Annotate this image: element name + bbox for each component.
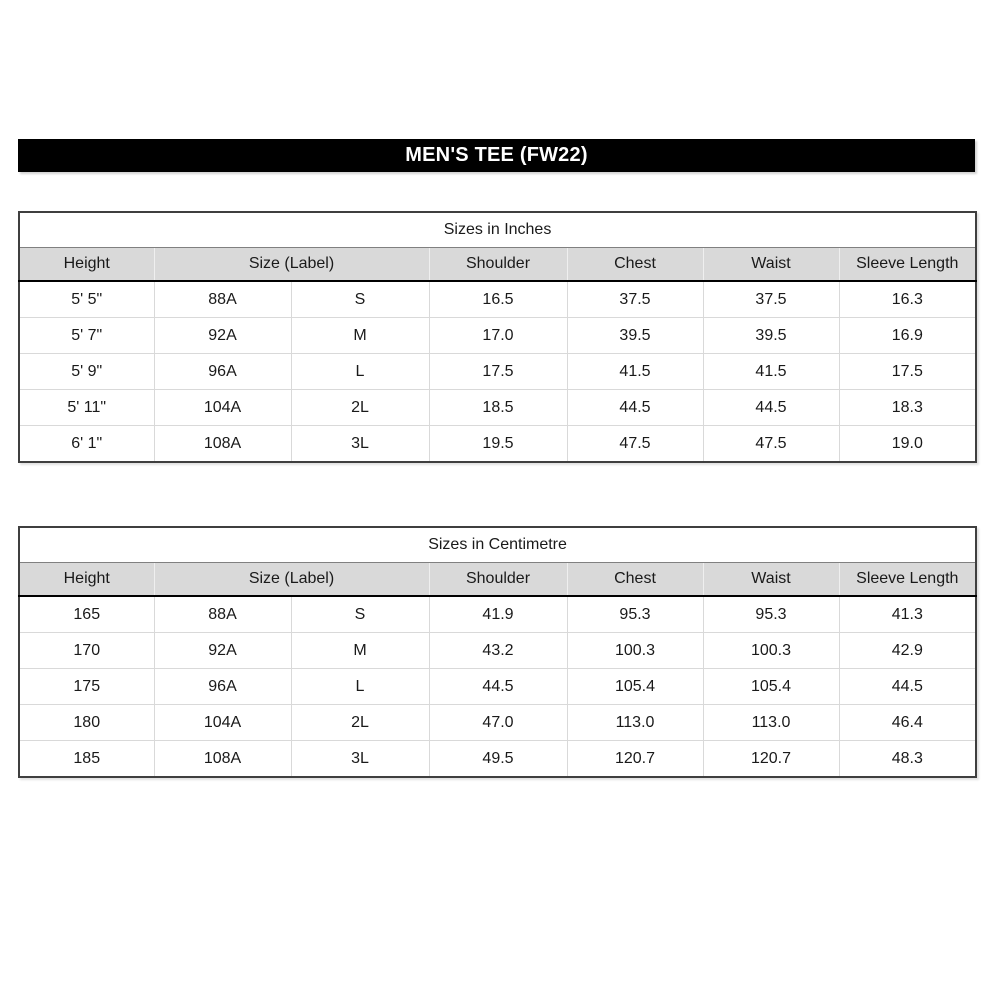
table-row	[19, 281, 976, 318]
column-header-size-label: Size (Label)	[154, 248, 429, 282]
cell-height: 175	[19, 669, 154, 705]
table-row	[19, 633, 976, 669]
table-row	[19, 669, 976, 705]
cell-size-label: 2L	[291, 705, 429, 741]
cell-shoulder: 41.9	[429, 596, 567, 633]
title-banner-text: MEN'S TEE (FW22)	[405, 144, 588, 166]
column-header-shoulder: Shoulder	[429, 248, 567, 282]
cell-size-label: 2L	[291, 390, 429, 426]
table-title: Sizes in Inches	[19, 212, 976, 248]
column-header-waist: Waist	[703, 563, 839, 597]
table-row	[19, 741, 976, 778]
cell-waist: 105.4	[703, 669, 839, 705]
cell-height: 5' 5"	[19, 281, 154, 318]
cell-chest: 41.5	[567, 354, 703, 390]
cell-size-code: 88A	[154, 596, 291, 633]
cell-size-label: L	[291, 669, 429, 705]
cell-size-label: 3L	[291, 426, 429, 463]
table-row	[19, 426, 976, 463]
cell-shoulder: 18.5	[429, 390, 567, 426]
cell-sleeve-length: 42.9	[839, 633, 976, 669]
cell-chest: 105.4	[567, 669, 703, 705]
cell-size-code: 96A	[154, 354, 291, 390]
cell-size-code: 108A	[154, 741, 291, 778]
cell-waist: 100.3	[703, 633, 839, 669]
cell-chest: 120.7	[567, 741, 703, 778]
table-row	[19, 354, 976, 390]
cell-height: 165	[19, 596, 154, 633]
cell-size-label: M	[291, 318, 429, 354]
column-header-shoulder: Shoulder	[429, 563, 567, 597]
cell-sleeve-length: 46.4	[839, 705, 976, 741]
cell-size-code: 92A	[154, 318, 291, 354]
cell-waist: 44.5	[703, 390, 839, 426]
cell-sleeve-length: 16.3	[839, 281, 976, 318]
cell-chest: 44.5	[567, 390, 703, 426]
cell-waist: 47.5	[703, 426, 839, 463]
cell-chest: 47.5	[567, 426, 703, 463]
cell-sleeve-length: 16.9	[839, 318, 976, 354]
column-header-waist: Waist	[703, 248, 839, 282]
cell-chest: 113.0	[567, 705, 703, 741]
cell-shoulder: 17.0	[429, 318, 567, 354]
cell-size-label: 3L	[291, 741, 429, 778]
size-table-centimetre	[18, 526, 977, 778]
cell-height: 5' 9"	[19, 354, 154, 390]
cell-chest: 100.3	[567, 633, 703, 669]
cell-shoulder: 47.0	[429, 705, 567, 741]
table-header-row	[19, 248, 976, 282]
column-header-chest: Chest	[567, 248, 703, 282]
table-row	[19, 390, 976, 426]
cell-waist: 41.5	[703, 354, 839, 390]
cell-shoulder: 19.5	[429, 426, 567, 463]
column-header-chest: Chest	[567, 563, 703, 597]
cell-size-code: 88A	[154, 281, 291, 318]
cell-shoulder: 43.2	[429, 633, 567, 669]
cell-waist: 95.3	[703, 596, 839, 633]
column-header-size-label: Size (Label)	[154, 563, 429, 597]
column-header-sleeve-length: Sleeve Length	[839, 563, 976, 597]
title-banner	[18, 139, 975, 172]
cell-size-code: 104A	[154, 705, 291, 741]
column-header-height: Height	[19, 248, 154, 282]
cell-size-code: 104A	[154, 390, 291, 426]
cell-waist: 120.7	[703, 741, 839, 778]
table-title-row	[19, 527, 976, 563]
cell-chest: 37.5	[567, 281, 703, 318]
cell-size-label: S	[291, 281, 429, 318]
column-header-sleeve-length: Sleeve Length	[839, 248, 976, 282]
cell-waist: 113.0	[703, 705, 839, 741]
cell-shoulder: 49.5	[429, 741, 567, 778]
cell-chest: 95.3	[567, 596, 703, 633]
cell-sleeve-length: 44.5	[839, 669, 976, 705]
table-header-row	[19, 563, 976, 597]
table-title-row	[19, 212, 976, 248]
cell-height: 5' 11"	[19, 390, 154, 426]
cell-height: 6' 1"	[19, 426, 154, 463]
table-row	[19, 318, 976, 354]
table-row	[19, 705, 976, 741]
cell-sleeve-length: 18.3	[839, 390, 976, 426]
cell-height: 180	[19, 705, 154, 741]
table-title: Sizes in Centimetre	[19, 527, 976, 563]
cell-chest: 39.5	[567, 318, 703, 354]
cell-sleeve-length: 17.5	[839, 354, 976, 390]
cell-shoulder: 17.5	[429, 354, 567, 390]
column-header-height: Height	[19, 563, 154, 597]
cell-size-code: 92A	[154, 633, 291, 669]
cell-waist: 37.5	[703, 281, 839, 318]
cell-size-code: 96A	[154, 669, 291, 705]
cell-size-code: 108A	[154, 426, 291, 463]
table-row	[19, 596, 976, 633]
cell-shoulder: 16.5	[429, 281, 567, 318]
cell-size-label: S	[291, 596, 429, 633]
cell-size-label: L	[291, 354, 429, 390]
cell-height: 5' 7"	[19, 318, 154, 354]
cell-waist: 39.5	[703, 318, 839, 354]
cell-sleeve-length: 41.3	[839, 596, 976, 633]
cell-sleeve-length: 19.0	[839, 426, 976, 463]
cell-height: 185	[19, 741, 154, 778]
cell-sleeve-length: 48.3	[839, 741, 976, 778]
cell-size-label: M	[291, 633, 429, 669]
size-table-inches	[18, 211, 977, 463]
cell-shoulder: 44.5	[429, 669, 567, 705]
cell-height: 170	[19, 633, 154, 669]
